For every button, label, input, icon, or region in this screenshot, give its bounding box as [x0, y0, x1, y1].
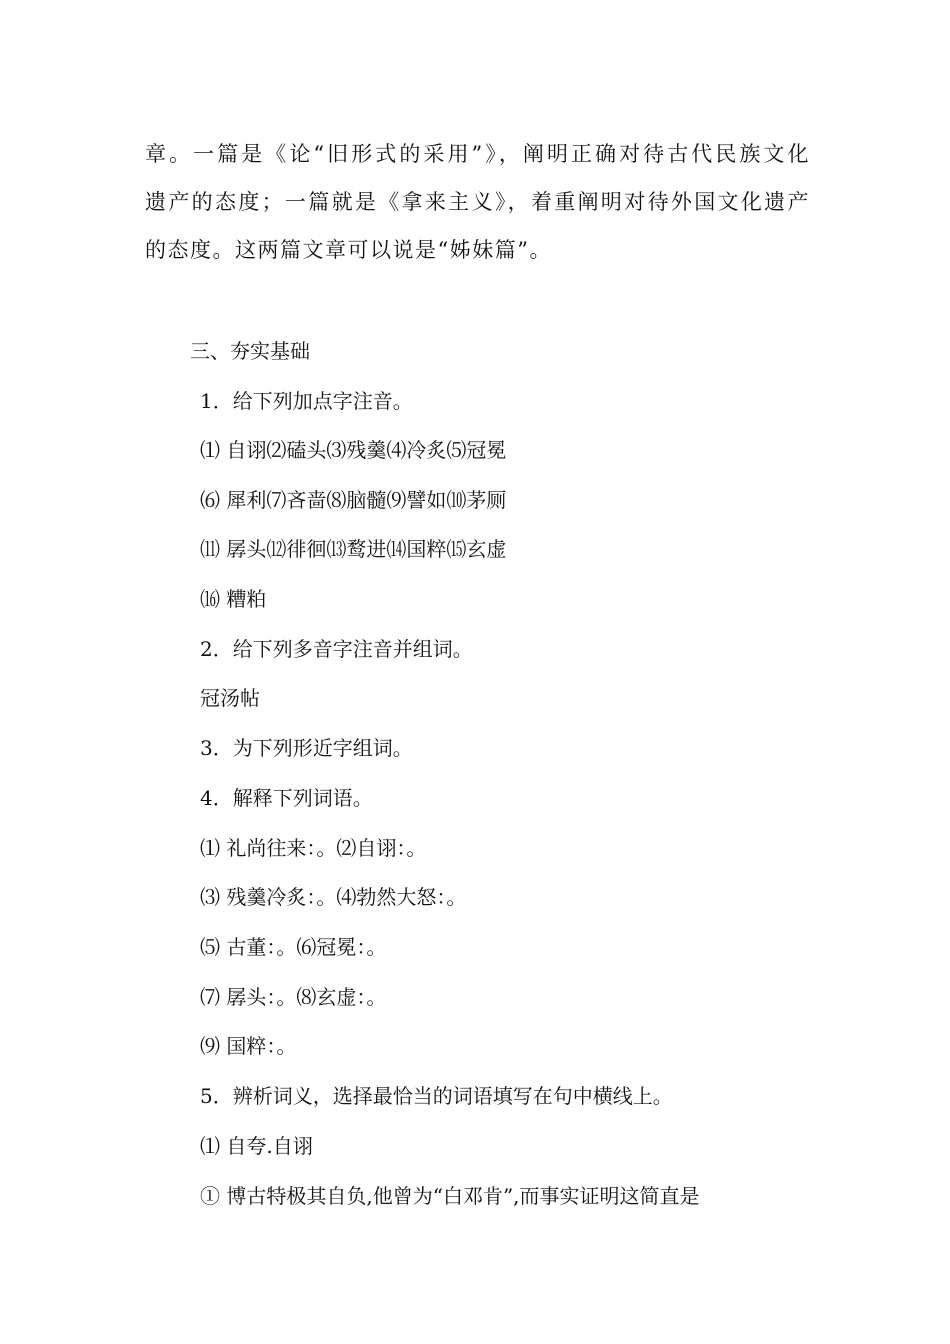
paragraph-line: 章。一篇是《论“旧形式的采用”》，阐明正确对待古代民族文化: [145, 142, 810, 166]
question-1-items-row-4: ⒃ 糟粕: [200, 587, 267, 611]
question-4-items-row-1: ⑴ 礼尚往来：。⑵自诩：。: [200, 836, 427, 860]
question-4-items-row-3: ⑸ 古董：。⑹冠冕：。: [200, 935, 387, 959]
section-heading: 三、夯实基础: [190, 339, 310, 363]
question-4-prompt: 4．解释下列词语。: [200, 786, 373, 810]
question-1-items-row-2: ⑹ 犀利⑺吝啬⑻脑髓⑼譬如⑽茅厕: [200, 488, 507, 512]
question-4-items-row-4: ⑺ 孱头：。⑻玄虚：。: [200, 985, 387, 1009]
question-2-prompt: 2．给下列多音字注音并组词。: [200, 637, 473, 661]
question-3-prompt: 3．为下列形近字组词。: [200, 736, 413, 760]
question-1-prompt: 1．给下列加点字注音。: [200, 389, 413, 413]
question-1-items-row-1: ⑴ 自诩⑵磕头⑶残羹⑷冷炙⑸冠冕: [200, 438, 507, 462]
question-4-items-row-5: ⑼ 国粹：。: [200, 1034, 297, 1058]
question-5-sentence-1: ① 博古特极其自负,他曾为“白邓肯”,而事实证明这简直是: [200, 1184, 700, 1208]
question-2-items: 冠汤帖: [200, 686, 260, 710]
intro-paragraph: [145, 130, 810, 274]
paragraph-line: 遗产的态度；一篇就是《拿来主义》，着重阐明对待外国文化遗产: [145, 190, 810, 214]
question-4-items-row-2: ⑶ 残羹冷炙：。⑷勃然大怒：。: [200, 885, 467, 909]
question-5-subheading: ⑴ 自夸.自诩: [200, 1134, 313, 1158]
question-5-prompt: 5．辨析词义，选择最恰当的词语填写在句中横线上。: [200, 1084, 673, 1108]
question-1-items-row-3: ⑾ 孱头⑿徘徊⒀鹜进⒁国粹⒂玄虚: [200, 537, 507, 561]
paragraph-line: 的态度。这两篇文章可以说是“姊妹篇”。: [145, 238, 552, 262]
